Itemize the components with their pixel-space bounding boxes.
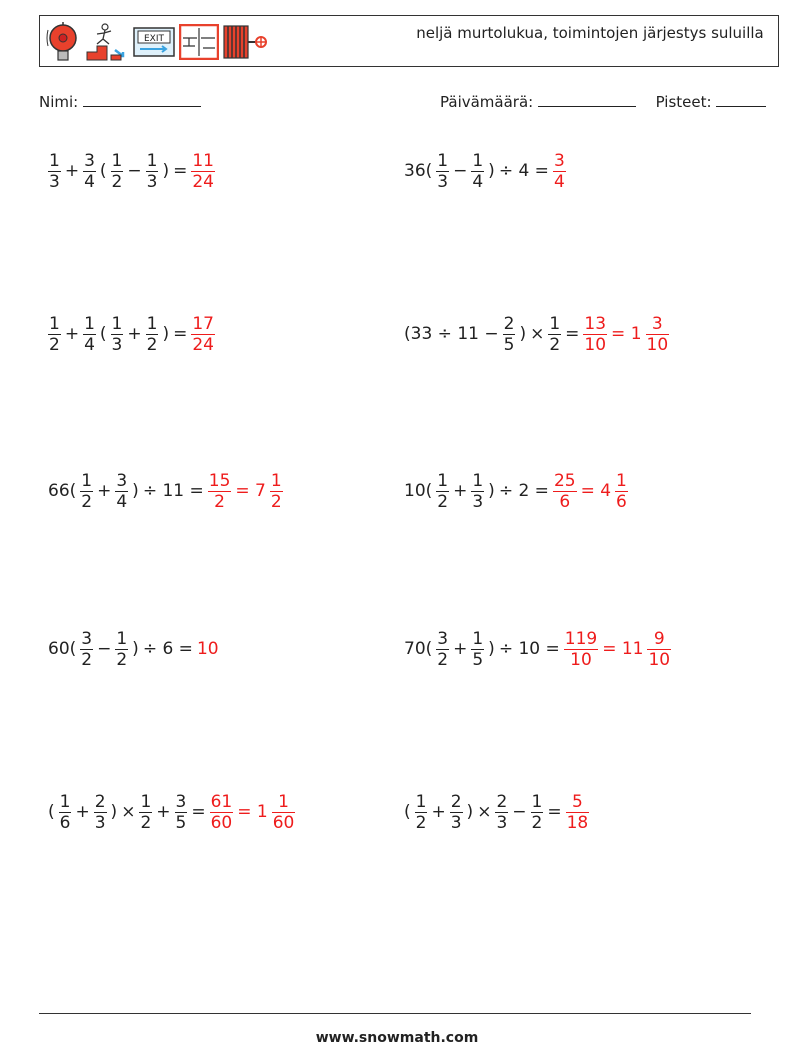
fraction — [495, 792, 508, 833]
fraction — [48, 314, 61, 355]
fraction — [415, 792, 428, 833]
numerator: 1 — [59, 791, 71, 812]
fraction — [111, 151, 124, 192]
denominator: 2 — [437, 649, 449, 670]
fraction — [436, 151, 449, 192]
fraction — [471, 151, 484, 192]
expression-text: × — [121, 802, 136, 822]
name-label: Nimi: — [39, 93, 79, 111]
worksheet-header — [39, 15, 779, 67]
expression-text: ) — [466, 802, 474, 822]
answer-fraction — [272, 792, 296, 833]
fraction — [139, 792, 152, 833]
expression-text: ) — [488, 639, 495, 659]
denominator: 5 — [175, 812, 187, 833]
denominator: 5 — [472, 649, 484, 670]
numerator: 1 — [49, 313, 60, 334]
problem-8 — [402, 624, 673, 674]
answer-fraction — [646, 314, 670, 355]
svg-text:EXIT: EXIT — [143, 34, 165, 44]
denominator: 4 — [116, 491, 128, 512]
denominator: 2 — [111, 171, 123, 192]
denominator: 2 — [549, 334, 561, 355]
numerator: 119 — [564, 628, 598, 649]
numerator: 5 — [572, 791, 583, 812]
worksheet-title: neljä murtolukua, toimintojen järjestys suluilla — [416, 24, 764, 42]
expression-text: 60( — [48, 639, 77, 659]
denominator: 5 — [503, 334, 515, 355]
fraction — [48, 151, 61, 192]
numerator: 15 — [208, 470, 231, 491]
denominator: 3 — [49, 171, 60, 192]
denominator: 24 — [192, 171, 214, 192]
numerator: 1 — [437, 150, 449, 171]
answer-fraction — [564, 629, 598, 670]
expression-text: + — [453, 639, 468, 659]
expression-text: ( — [48, 802, 55, 822]
fraction — [94, 792, 107, 833]
expression-text: ÷ 6 = — [142, 639, 193, 659]
fraction — [83, 151, 96, 192]
expression-text: − — [97, 639, 112, 659]
fraction — [471, 629, 484, 670]
fraction — [146, 314, 159, 355]
problem-7 — [46, 624, 221, 674]
numerator: 1 — [146, 313, 158, 334]
denominator: 2 — [116, 649, 128, 670]
denominator: 24 — [192, 334, 214, 355]
numerator: 1 — [531, 791, 543, 812]
expression-text: ÷ 4 = — [498, 161, 549, 181]
denominator: 3 — [146, 171, 158, 192]
problem-10 — [402, 787, 591, 837]
alarm-bell-icon — [45, 22, 81, 62]
numerator: 1 — [270, 470, 282, 491]
expression-text: = — [173, 324, 188, 344]
expression-text: = — [173, 161, 188, 181]
problem-9 — [46, 787, 297, 837]
fraction — [111, 314, 124, 355]
denominator: 4 — [553, 171, 565, 192]
denominator: 2 — [140, 812, 152, 833]
expression-text: ) — [488, 161, 495, 181]
expression-text: ) — [110, 802, 118, 822]
fraction — [115, 471, 128, 512]
answer-fraction — [270, 471, 283, 512]
expression-text: = — [547, 802, 562, 822]
numerator: 25 — [553, 470, 576, 491]
name-blank[interactable] — [83, 92, 201, 107]
fraction — [146, 151, 159, 192]
answer-fraction — [647, 629, 671, 670]
expression-text: ) — [162, 324, 170, 344]
denominator: 2 — [146, 334, 158, 355]
numerator: 3 — [84, 150, 95, 171]
expression-text: ( — [99, 161, 107, 181]
denominator: 3 — [450, 812, 462, 833]
answer-text: = 1 — [611, 324, 642, 344]
expression-text: ÷ 2 = — [498, 481, 549, 501]
denominator: 2 — [214, 491, 225, 512]
denominator: 10 — [646, 334, 669, 355]
problem-2 — [402, 146, 568, 196]
date-label: Päivämäärä: — [440, 93, 534, 111]
numerator: 3 — [175, 791, 187, 812]
denominator: 60 — [272, 812, 295, 833]
expression-text: 66( — [48, 481, 77, 501]
expression-text: − — [512, 802, 527, 822]
denominator: 3 — [496, 812, 508, 833]
expression-text: 10( — [404, 481, 433, 501]
expression-text: + — [97, 481, 112, 501]
expression-text: ÷ 10 = — [498, 639, 560, 659]
numerator: 1 — [278, 791, 289, 812]
date-score-fields — [440, 92, 766, 111]
problem-3 — [46, 309, 217, 359]
numerator: 1 — [111, 313, 123, 334]
answer-text: = 4 — [580, 481, 612, 501]
numerator: 2 — [503, 313, 515, 334]
fraction — [503, 314, 516, 355]
expression-text: + — [64, 161, 80, 181]
numerator: 1 — [49, 150, 60, 171]
fraction — [115, 629, 128, 670]
expression-text: + — [453, 481, 468, 501]
numerator: 1 — [472, 150, 484, 171]
answer-fraction — [210, 792, 234, 833]
numerator: 17 — [192, 313, 214, 334]
denominator: 3 — [94, 812, 106, 833]
expression-text: ) — [132, 639, 139, 659]
answer-fraction — [566, 792, 590, 833]
fire-hose-reel-icon — [223, 23, 269, 61]
answer-fraction — [191, 314, 215, 355]
expression-text: + — [75, 802, 90, 822]
denominator: 3 — [111, 334, 123, 355]
date-blank[interactable] — [538, 92, 636, 107]
denominator: 2 — [49, 334, 60, 355]
fraction — [471, 471, 484, 512]
denominator: 2 — [81, 649, 93, 670]
expression-text: = — [191, 802, 206, 822]
exit-sign-icon — [133, 27, 175, 57]
denominator: 2 — [270, 491, 282, 512]
denominator: 6 — [59, 812, 71, 833]
fraction — [436, 471, 449, 512]
denominator: 2 — [437, 491, 449, 512]
expression-text: 36( — [404, 161, 433, 181]
answer-text: = 1 — [237, 802, 268, 822]
answer-fraction — [553, 151, 566, 192]
expression-text: × — [477, 802, 492, 822]
numerator: 3 — [651, 313, 663, 334]
expression-text: (33 ÷ 11 − — [404, 324, 499, 344]
denominator: 10 — [648, 649, 671, 670]
fraction — [175, 792, 188, 833]
expression-text: ( — [99, 324, 107, 344]
numerator: 3 — [437, 628, 449, 649]
denominator: 2 — [415, 812, 427, 833]
answer-fraction — [553, 471, 577, 512]
fraction — [59, 792, 72, 833]
answer-text: 10 — [196, 639, 219, 659]
footer-divider — [39, 1013, 751, 1014]
expression-text: + — [431, 802, 446, 822]
fraction — [450, 792, 463, 833]
problem-1 — [46, 146, 217, 196]
denominator: 10 — [570, 649, 592, 670]
answer-text: = 7 — [235, 481, 266, 501]
fraction — [548, 314, 561, 355]
fraction — [80, 471, 93, 512]
numerator: 1 — [415, 791, 427, 812]
expression-text: + — [156, 802, 171, 822]
numerator: 1 — [549, 313, 561, 334]
answer-fraction — [615, 471, 628, 512]
numerator: 1 — [616, 470, 627, 491]
answer-fraction — [191, 151, 215, 192]
fraction — [531, 792, 544, 833]
expression-text: ÷ 11 = — [142, 481, 204, 501]
expression-text: = — [565, 324, 580, 344]
denominator: 60 — [210, 812, 233, 833]
expression-text: ( — [404, 802, 411, 822]
numerator: 1 — [472, 628, 484, 649]
numerator: 1 — [140, 791, 152, 812]
numerator: 9 — [653, 628, 665, 649]
denominator: 3 — [437, 171, 449, 192]
numerator: 3 — [116, 470, 128, 491]
expression-text: ) — [162, 161, 170, 181]
answer-text: = 11 — [602, 639, 644, 659]
expression-text: + — [127, 324, 142, 344]
numerator: 3 — [553, 150, 565, 171]
score-blank[interactable] — [716, 92, 766, 107]
denominator: 2 — [81, 491, 93, 512]
answer-fraction — [208, 471, 232, 512]
expression-text: × — [530, 324, 545, 344]
expression-text: 70( — [404, 639, 433, 659]
expression-text: ) — [519, 324, 527, 344]
numerator: 2 — [450, 791, 462, 812]
score-label: Pisteet: — [655, 93, 712, 111]
numerator: 1 — [116, 628, 128, 649]
numerator: 3 — [81, 628, 93, 649]
expression-text: − — [453, 161, 468, 181]
denominator: 18 — [566, 812, 589, 833]
problem-6 — [402, 466, 630, 516]
problem-5 — [46, 466, 285, 516]
numerator: 61 — [210, 791, 233, 812]
denominator: 2 — [531, 812, 543, 833]
fraction — [80, 629, 93, 670]
numerator: 1 — [146, 150, 158, 171]
denominator: 6 — [616, 491, 627, 512]
denominator: 4 — [84, 334, 95, 355]
numerator: 13 — [584, 313, 607, 334]
numerator: 2 — [94, 791, 106, 812]
denominator: 4 — [472, 171, 484, 192]
fraction — [83, 314, 96, 355]
numerator: 1 — [81, 470, 93, 491]
footer-url: www.snowmath.com — [315, 1030, 479, 1046]
evacuation-stairs-icon — [85, 22, 129, 62]
denominator: 10 — [584, 334, 607, 355]
numerator: 11 — [192, 150, 214, 171]
expression-text: ) — [488, 481, 495, 501]
expression-text: − — [127, 161, 142, 181]
numerator: 1 — [111, 150, 123, 171]
numerator: 1 — [472, 470, 484, 491]
answer-fraction — [583, 314, 607, 355]
problem-4 — [402, 309, 671, 359]
expression-text: + — [64, 324, 80, 344]
denominator: 4 — [84, 171, 95, 192]
name-field — [39, 92, 201, 111]
header-icons — [45, 21, 269, 63]
numerator: 1 — [84, 313, 95, 334]
fraction — [436, 629, 449, 670]
numerator: 1 — [437, 470, 449, 491]
floor-plan-icon — [179, 24, 219, 60]
denominator: 3 — [472, 491, 484, 512]
expression-text: ) — [132, 481, 139, 501]
numerator: 2 — [496, 791, 508, 812]
denominator: 6 — [559, 491, 571, 512]
